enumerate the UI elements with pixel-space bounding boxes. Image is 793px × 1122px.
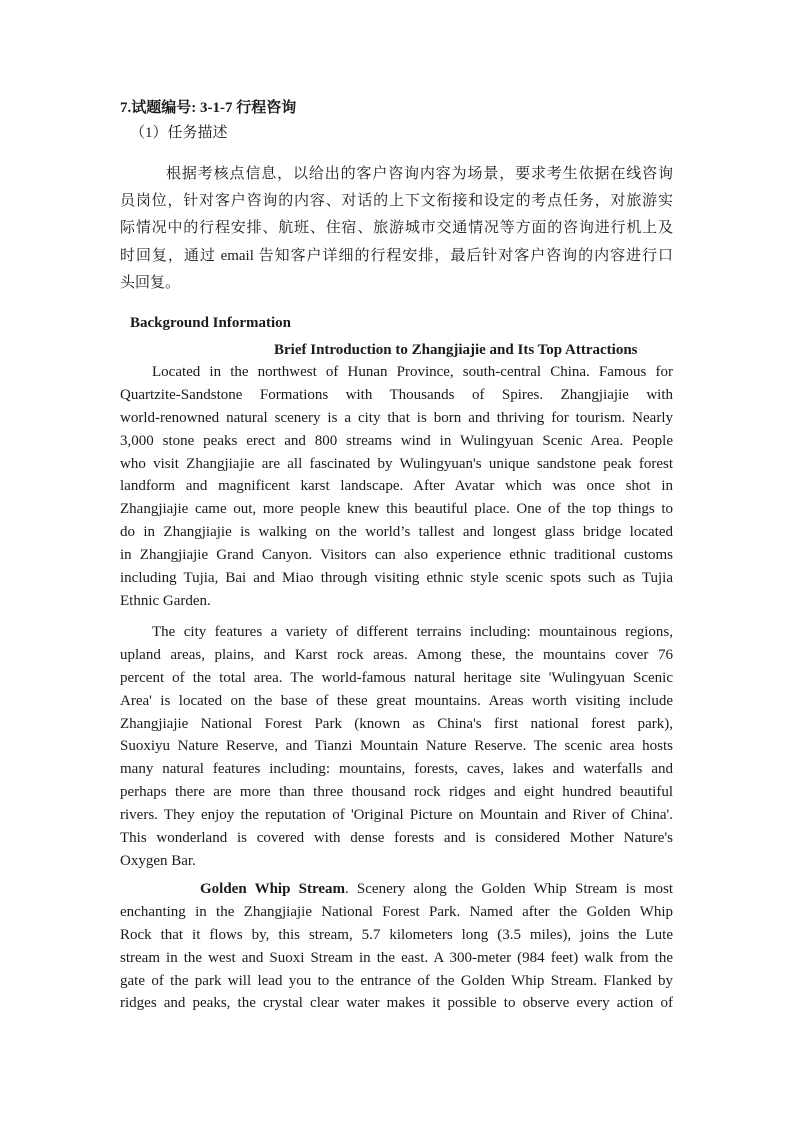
terrain-paragraph [120, 621, 673, 873]
paragraph-line: 根据考核点信息，以给出的客户咨询内容为场景，要求考生依据在线咨询 [166, 166, 673, 182]
paragraph-line: Located in the northwest of Hunan Province, south-central China. Famous for [152, 364, 673, 380]
zhangjiajie-intro-paragraph [120, 361, 673, 613]
paragraph-line: 际情况中的行程安排、航班、住宿、旅游城市交通情况等方面的咨询进行机上及 [120, 220, 673, 237]
golden-whip-stream-term: Golden Whip Stream [200, 881, 345, 897]
paragraph-line: in Zhangjiajie Grand Canyon. Visitors can also experience ethnic traditional customs [120, 547, 673, 564]
paragraph-line: ridges and peaks, the crystal clear water makes it possible to observe every action of [120, 995, 673, 1012]
golden-whip-stream-paragraph [120, 878, 673, 1015]
paragraph-line-rest: . Scenery along the Golden Whip Stream is most [345, 881, 674, 897]
task-description-paragraph [120, 161, 673, 297]
exercise-heading: 7.试题编号: 3-1-7 行程咨询 [120, 100, 297, 116]
paragraph-line: Zhangjiajie National Forest Park (known as China's first national forest park), [120, 715, 673, 732]
paragraph-line: many natural features including: mountains, forests, caves, lakes and waterfalls and [120, 761, 673, 778]
paragraph-line: Rock that it flows by, this stream, 5.7 kilometers long (3.5 miles), joins the Lute [120, 926, 673, 943]
paragraph-line: Suoxiyu Nature Reserve, and Tianzi Mountain Nature Reserve. The scenic area hosts [120, 738, 673, 755]
paragraph-line: including Tujia, Bai and Miao through visiting ethnic style scenic spots such as Tujia [120, 570, 673, 587]
paragraph-line: rivers. They enjoy the reputation of 'Original Picture on Mountain and River of China'. [120, 807, 673, 824]
paragraph-line: who visit Zhangjiajie are all fascinated by Wulingyuan's unique sandstone peak forest [120, 455, 673, 472]
task-description-heading: （1）任务描述 [130, 125, 228, 141]
paragraph-line: The city features a variety of different terrains including: mountainous regions, [152, 624, 673, 640]
paragraph-line [120, 878, 673, 901]
paragraph-line: 3,000 stone peaks erect and 800 streams wind in Wulingyuan Scenic Area. People [120, 432, 673, 449]
paragraph-line: enchanting in the Zhangjiajie National Forest Park. Named after the Golden Whip [120, 903, 673, 920]
paragraph-line: world-renowned natural scenery is a city that is born and thriving for tourism. Nearly [120, 409, 673, 426]
background-information-title: Background Information [130, 315, 292, 331]
paragraph-line: 时回复，通过 email 告知客户详细的行程安排，最后针对客户咨询的内容进行口 [120, 247, 673, 264]
paragraph-line: do in Zhangjiajie is walking on the world’s tallest and longest glass bridge located [120, 524, 673, 541]
paragraph-line: Ethnic Garden. [120, 592, 211, 609]
paragraph-line: percent of the total area. The world-famous natural heritage site 'Wulingyuan Scenic [120, 669, 673, 686]
paragraph-line: stream in the west and Suoxi Stream in the east. A 300-meter (984 feet) walk from the [120, 949, 673, 966]
paragraph-line: upland areas, plains, and Karst rock areas. Among these, the mountains cover 76 [120, 646, 673, 663]
paragraph-line: perhaps there are more than three thousand rock ridges and eight hundred beautiful [120, 784, 673, 801]
paragraph-line: This wonderland is covered with dense forests and is considered Mother Nature's [120, 830, 673, 847]
paragraph-line: 员岗位，针对客户咨询的内容、对话的上下文衔接和设定的考点任务，对旅游实 [120, 193, 673, 210]
paragraph-line: landform and magnificent karst landscape. After Avatar which was once shot in [120, 478, 673, 495]
paragraph-line: Area' is located on the base of these great mountains. Areas worth visiting include [120, 692, 673, 709]
paragraph-line: Zhangjiajie came out, more people knew this beautiful place. One of the top things to [120, 501, 673, 518]
paragraph-line: 头回复。 [120, 274, 181, 291]
paragraph-line: Oxygen Bar. [120, 852, 196, 869]
paragraph-line: Quartzite-Sandstone Formations with Thousands of Spires. Zhangjiajie with [120, 386, 673, 403]
article-title: Brief Introduction to Zhangjiajie and Its Top Attractions [274, 342, 638, 358]
paragraph-line: gate of the park will lead you to the entrance of the Golden Whip Stream. Flanked by [120, 972, 673, 989]
